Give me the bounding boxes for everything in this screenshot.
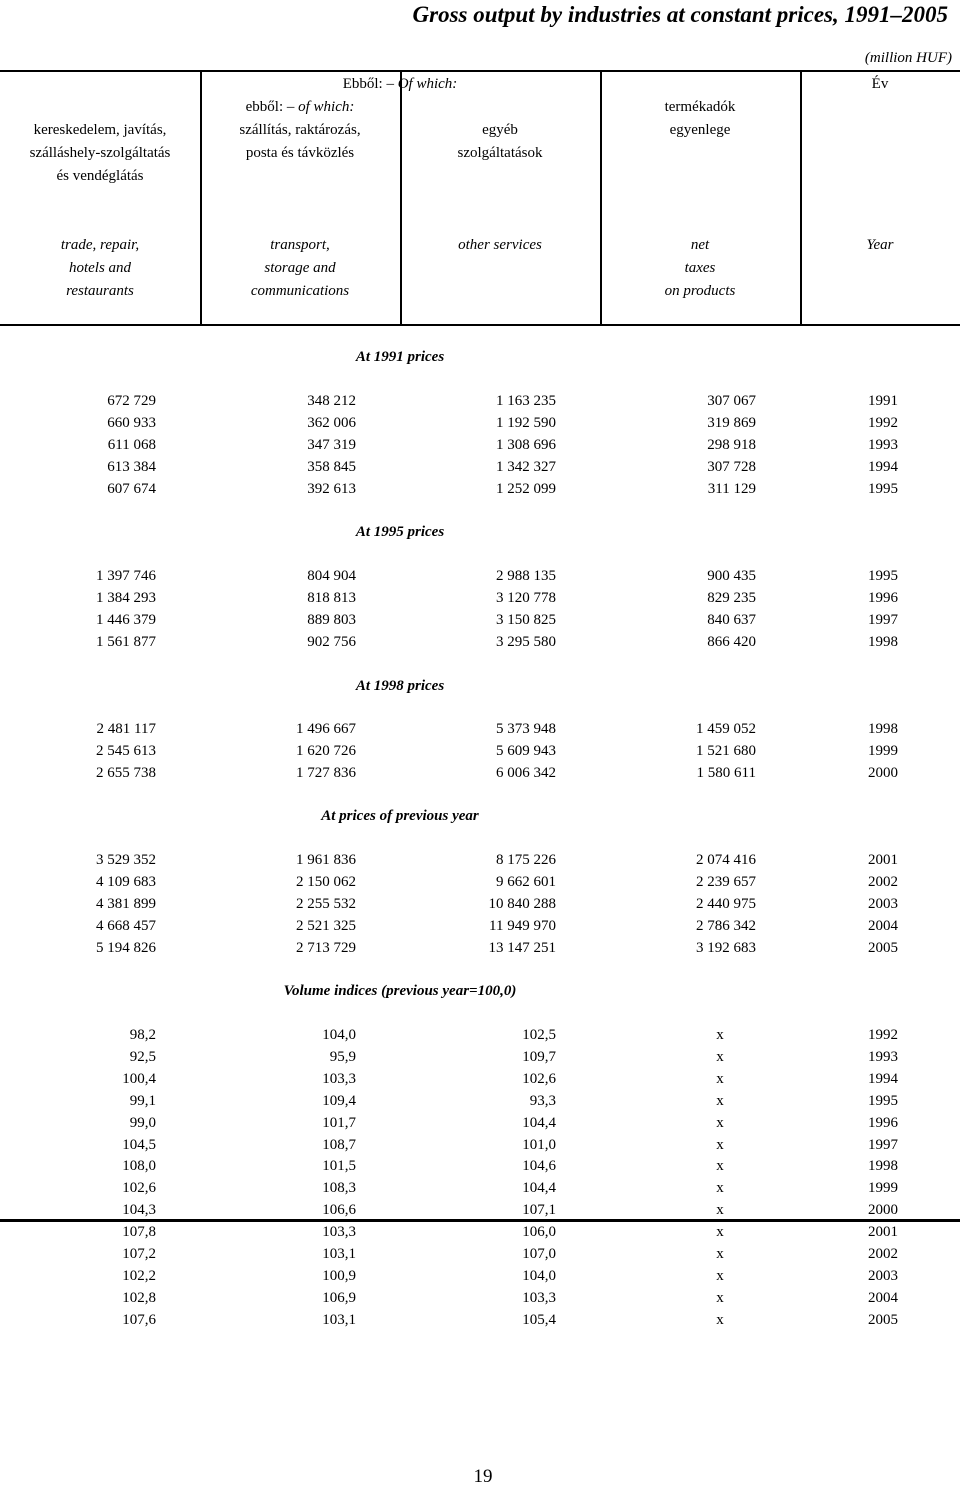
table-row: [0, 871, 960, 893]
table-cell: x: [716, 1048, 724, 1065]
table-cell: 101,5: [322, 1158, 356, 1175]
page-number: 19: [473, 1466, 493, 1487]
column-header-en-line: transport,: [270, 237, 330, 253]
table-cell: 1 163 235: [496, 393, 556, 409]
table-cell: 1 580 611: [696, 764, 756, 781]
table-cell: 101,0: [522, 1136, 556, 1153]
section-title: At 1991 prices: [355, 349, 445, 365]
table-cell: 2 255 532: [296, 895, 356, 912]
table-cell: 1992: [868, 1027, 898, 1043]
table-cell: 3 529 352: [96, 852, 156, 868]
table-row: [0, 1134, 960, 1156]
table-cell: 362 006: [307, 414, 356, 431]
table-cell: 103,1: [322, 1311, 356, 1328]
table-cell: 1 192 590: [496, 414, 556, 431]
column-header-hu-line: egyenlege: [669, 122, 731, 138]
table-cell: 103,3: [522, 1289, 556, 1306]
table-cell: 2 713 729: [296, 939, 356, 956]
table-cell: 2002: [868, 1246, 898, 1262]
column-header-hu-line: Év: [871, 76, 889, 92]
column-header-hu-line: egyéb: [482, 122, 518, 138]
table-cell: 1996: [868, 1114, 898, 1131]
table-cell: 358 845: [307, 458, 356, 475]
table-cell: 101,7: [322, 1114, 356, 1131]
column-header-hu-line: és vendéglátás: [56, 168, 144, 184]
table-cell: 105,4: [522, 1311, 556, 1328]
table-cell: 2 786 342: [696, 917, 756, 934]
table-row: [0, 631, 960, 653]
column-header-en-line: restaurants: [66, 283, 134, 299]
column-header-hu-line: szálláshely-szolgáltatás: [29, 145, 171, 161]
table-cell: x: [716, 1224, 724, 1241]
column-header-en-line: trade, repair,: [60, 237, 140, 253]
table-cell: 2 545 613: [96, 742, 156, 759]
unit-note: (million HUF): [864, 50, 952, 66]
table-cell: 9 662 601: [496, 873, 556, 890]
table-cell: 104,6: [522, 1158, 556, 1175]
table-cell: 107,0: [522, 1246, 556, 1262]
table-cell: 319 869: [707, 414, 756, 431]
table-cell: 1993: [868, 1048, 898, 1065]
table-cell: 8 175 226: [496, 852, 556, 868]
table-cell: 102,8: [122, 1289, 156, 1306]
table-cell: 106,9: [322, 1289, 356, 1306]
table-cell: 107,8: [122, 1224, 156, 1241]
table-cell: 2002: [868, 873, 898, 890]
table-row: [0, 849, 960, 871]
table-cell: 1999: [868, 742, 898, 759]
table-cell: 4 109 683: [96, 873, 156, 890]
table-cell: 102,6: [122, 1180, 156, 1197]
table-cell: 5 373 948: [496, 721, 556, 737]
section-title: Volume indices (previous year=100,0): [283, 983, 517, 999]
table-cell: 804 904: [307, 568, 356, 584]
table-cell: 1994: [868, 1070, 898, 1087]
table-row: [0, 1155, 960, 1177]
column-header-en-line: hotels and: [68, 260, 132, 276]
table-cell: 92,5: [129, 1048, 156, 1065]
column-header-en-line: other services: [458, 237, 542, 253]
column-header-en-line: Year: [866, 237, 894, 253]
table-cell: 1991: [868, 393, 898, 409]
header-top-rule: [0, 70, 960, 72]
column-divider-2: [400, 70, 402, 326]
table-cell: 100,4: [122, 1070, 156, 1087]
table-cell: 2004: [868, 1289, 898, 1306]
column-divider-4: [800, 70, 802, 326]
table-cell: 3 295 580: [496, 633, 556, 650]
table-cell: 106,0: [522, 1224, 556, 1241]
table-cell: 607 674: [107, 480, 156, 497]
table-cell: 1996: [868, 589, 898, 606]
table-cell: 818 813: [307, 589, 356, 606]
of-which-sub-en: of which:: [298, 99, 355, 115]
table-row: [0, 1221, 960, 1243]
table-row: [0, 478, 960, 500]
table-row: [0, 1090, 960, 1112]
table-cell: 2 074 416: [696, 852, 756, 868]
table-cell: 1997: [868, 1136, 898, 1153]
table-cell: 1 342 327: [496, 458, 556, 475]
table-cell: 1997: [868, 611, 898, 628]
table-cell: 311 129: [707, 480, 756, 497]
table-row: [0, 1046, 960, 1068]
table-row: [0, 915, 960, 937]
table-cell: 6 006 342: [496, 764, 556, 781]
table-cell: 672 729: [107, 393, 156, 409]
table-cell: 103,1: [322, 1246, 356, 1262]
table-cell: 99,1: [129, 1092, 156, 1109]
table-cell: 5 609 943: [496, 742, 556, 759]
table-cell: 2 521 325: [296, 917, 356, 934]
table-row: [0, 587, 960, 609]
table-cell: x: [716, 1267, 724, 1284]
table-cell: 900 435: [707, 568, 756, 584]
table-cell: 1995: [868, 1092, 898, 1109]
table-cell: 1998: [868, 633, 898, 650]
table-row: [0, 1265, 960, 1287]
table-cell: 2 481 117: [96, 721, 156, 737]
table-cell: x: [716, 1114, 724, 1131]
of-which-hu: Ebből:: [342, 76, 383, 92]
table-row: [0, 718, 960, 740]
table-cell: 1 561 877: [96, 633, 156, 650]
table-row: [0, 1177, 960, 1199]
table-cell: 2001: [868, 852, 898, 868]
table-cell: 1 620 726: [296, 742, 356, 759]
table-cell: 1 496 667: [296, 721, 356, 737]
table-cell: 2003: [868, 895, 898, 912]
column-header-en-2: [200, 234, 400, 303]
table-cell: 107,1: [522, 1202, 556, 1219]
table-cell: 866 420: [707, 633, 756, 650]
table-cell: 1995: [868, 568, 898, 584]
table-cell: 102,5: [522, 1027, 556, 1043]
table-cell: 1 727 836: [296, 764, 356, 781]
column-header-en-3: [400, 234, 600, 257]
table-row: [0, 1024, 960, 1046]
table-cell: 102,2: [122, 1267, 156, 1284]
table-cell: x: [716, 1070, 724, 1087]
table-cell: 108,7: [322, 1136, 356, 1153]
table-cell: 99,0: [129, 1114, 156, 1131]
table-cell: 107,2: [122, 1246, 156, 1262]
table-cell: 1 459 052: [696, 721, 756, 737]
table-cell: x: [716, 1158, 724, 1175]
table-cell: 902 756: [307, 633, 356, 650]
table-cell: 98,2: [129, 1027, 156, 1043]
table-cell: 1994: [868, 458, 898, 475]
table-cell: x: [716, 1289, 724, 1306]
table-row: [0, 565, 960, 587]
section-title: At 1998 prices: [355, 678, 445, 694]
table-cell: 307 067: [707, 393, 756, 409]
column-header-hu-1: [0, 119, 200, 188]
column-header-hu-5: [800, 73, 960, 96]
table-cell: 1 446 379: [96, 611, 156, 628]
table-row: [0, 390, 960, 412]
column-header-hu-line: termékadók: [664, 99, 736, 115]
column-header-en-1: [0, 234, 200, 303]
table-cell: 840 637: [707, 611, 756, 628]
table-cell: 104,3: [122, 1202, 156, 1219]
table-cell: 2 988 135: [496, 568, 556, 584]
header-bottom-rule: [0, 324, 960, 326]
table-cell: 1 397 746: [96, 568, 156, 584]
table-row: [0, 1287, 960, 1309]
section-title: At prices of previous year: [321, 808, 479, 824]
table-cell: 1 308 696: [496, 436, 556, 453]
table-cell: 1999: [868, 1180, 898, 1197]
table-cell: x: [716, 1202, 724, 1219]
table-cell: 13 147 251: [488, 939, 556, 956]
table-row: [0, 456, 960, 478]
table-cell: 1 252 099: [496, 480, 556, 497]
table-cell: 1 384 293: [96, 589, 156, 606]
table-cell: x: [716, 1092, 724, 1109]
table-cell: 298 918: [707, 436, 756, 453]
table-cell: 1993: [868, 436, 898, 453]
table-cell: 1998: [868, 1158, 898, 1175]
table-cell: 2005: [868, 1311, 898, 1328]
table-cell: 3 150 825: [496, 611, 556, 628]
table-cell: 613 384: [107, 458, 156, 475]
table-cell: 11 949 970: [489, 917, 556, 934]
table-row: [0, 1068, 960, 1090]
table-cell: 10 840 288: [488, 895, 556, 912]
table-cell: 889 803: [307, 611, 356, 628]
table-cell: 1992: [868, 414, 898, 431]
table-row: [0, 412, 960, 434]
table-cell: 109,4: [322, 1092, 356, 1109]
column-header-hu-line: szolgáltatások: [457, 145, 543, 161]
table-cell: x: [716, 1246, 724, 1262]
table-cell: 106,6: [322, 1202, 356, 1219]
table-cell: 2 239 657: [696, 873, 756, 890]
column-header-hu-line: szállítás, raktározás,: [239, 122, 361, 138]
table-cell: 2 440 975: [696, 895, 756, 912]
table-cell: 102,6: [522, 1070, 556, 1087]
column-header-en-4: [600, 234, 800, 303]
table-cell: 4 668 457: [96, 917, 156, 934]
table-cell: x: [716, 1027, 724, 1043]
table-cell: 5 194 826: [96, 939, 156, 956]
table-cell: x: [716, 1136, 724, 1153]
table-cell: 307 728: [707, 458, 756, 475]
column-header-en-line: storage and: [264, 260, 336, 276]
table-cell: 660 933: [107, 414, 156, 431]
section-title: At 1995 prices: [355, 524, 445, 540]
table-cell: 104,4: [522, 1180, 556, 1197]
table-cell: 2001: [868, 1224, 898, 1241]
table-cell: 2 150 062: [296, 873, 356, 890]
column-header-hu-3: [400, 119, 600, 165]
table-cell: 3 192 683: [696, 939, 756, 956]
table-cell: 2 655 738: [96, 764, 156, 781]
table-row: [0, 1243, 960, 1265]
table-row: [0, 609, 960, 631]
table-cell: 104,5: [122, 1136, 156, 1153]
of-which-header: Ebből: – Of which:: [342, 76, 458, 92]
table-cell: 104,0: [522, 1267, 556, 1284]
table-cell: 392 613: [307, 480, 356, 497]
table-cell: 829 235: [707, 589, 756, 606]
table-cell: 1998: [868, 721, 898, 737]
table-row: [0, 1309, 960, 1331]
table-cell: 95,9: [329, 1048, 356, 1065]
table-cell: 109,7: [522, 1048, 556, 1065]
column-header-en-5: [800, 234, 960, 257]
table-cell: 2003: [868, 1267, 898, 1284]
table-cell: 104,4: [522, 1114, 556, 1131]
table-cell: 1 521 680: [696, 742, 756, 759]
page-title: Gross output by industries at constant prices, 1991–2005: [412, 2, 948, 27]
table-cell: 4 381 899: [96, 895, 156, 912]
of-which-sub-header: ebből: – of which:: [245, 99, 355, 115]
table-cell: 2004: [868, 917, 898, 934]
table-cell: 348 212: [307, 393, 356, 409]
table-row: [0, 893, 960, 915]
table-cell: 1995: [868, 480, 898, 497]
table-row: [0, 762, 960, 784]
table-row: [0, 937, 960, 959]
column-header-hu-line: posta és távközlés: [245, 145, 355, 161]
column-header-hu-2: [200, 119, 400, 165]
table-cell: 107,6: [122, 1311, 156, 1328]
column-header-en-line: net: [690, 237, 710, 253]
table-cell: 611 068: [107, 436, 156, 453]
table-cell: 103,3: [322, 1224, 356, 1241]
table-row: [0, 1199, 960, 1221]
table-row: [0, 434, 960, 456]
table-row: [0, 1112, 960, 1134]
table-cell: 108,0: [122, 1158, 156, 1175]
table-cell: 3 120 778: [496, 589, 556, 606]
of-which-en: Of which:: [397, 76, 458, 92]
column-header-en-line: taxes: [684, 260, 716, 276]
table-cell: x: [716, 1311, 724, 1328]
of-which-sub-hu: ebből:: [245, 99, 284, 115]
column-header-en-line: communications: [250, 283, 350, 299]
table-row: [0, 740, 960, 762]
column-header-en-line: on products: [664, 283, 736, 299]
table-cell: 347 319: [307, 436, 356, 453]
table-cell: 2005: [868, 939, 898, 956]
table-cell: 93,3: [529, 1092, 556, 1109]
table-cell: 103,3: [322, 1070, 356, 1087]
column-header-hu-4: [600, 96, 800, 142]
column-header-hu-line: kereskedelem, javítás,: [33, 122, 167, 138]
table-cell: x: [716, 1180, 724, 1197]
table-cell: 100,9: [322, 1267, 356, 1284]
table-cell: 108,3: [322, 1180, 356, 1197]
table-cell: 2000: [868, 764, 898, 781]
table-cell: 1 961 836: [296, 852, 356, 868]
table-cell: 104,0: [322, 1027, 356, 1043]
table-cell: 2000: [868, 1202, 898, 1219]
